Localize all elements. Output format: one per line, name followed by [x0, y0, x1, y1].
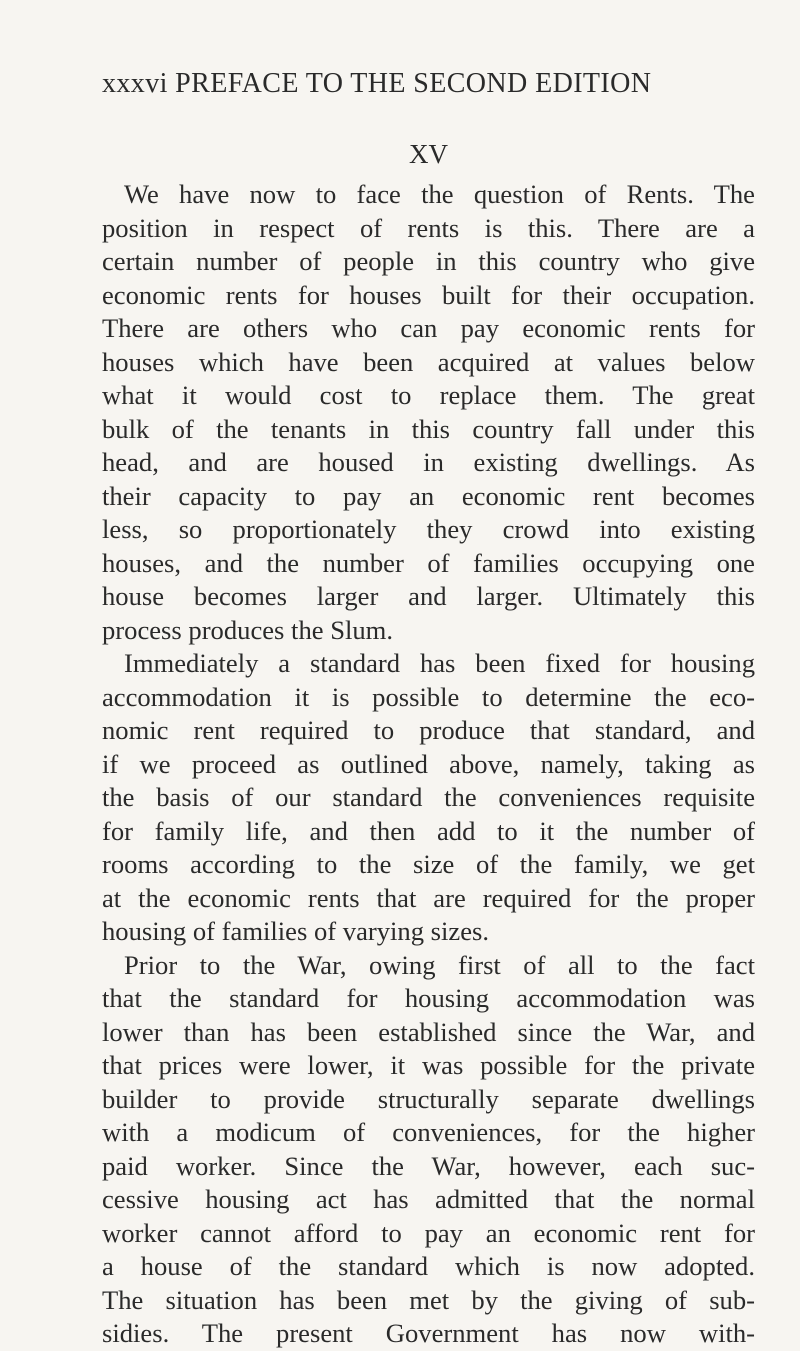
- text-line: at the economic rents that are required for the proper: [102, 882, 755, 913]
- text-line: less, so proportionately they crowd into existing: [102, 514, 755, 544]
- text-line: nomic rent required to produce that standard, and: [102, 715, 755, 745]
- text-line: economic rents for houses built for their occupation.: [102, 279, 755, 310]
- text-line: certain number of people in this country who give: [102, 246, 755, 276]
- text-line: head, and are housed in existing dwellings. As: [102, 447, 755, 477]
- text-line: lower than has been established since the War, and: [102, 1016, 755, 1047]
- text-line: rooms according to the size of the family, we get: [102, 849, 755, 879]
- text-line: houses which have been acquired at values below: [102, 346, 755, 377]
- text-line: their capacity to pay an economic rent becomes: [102, 480, 755, 511]
- body-text: [102, 178, 755, 1351]
- text-line: that prices were lower, it was possible for the private: [102, 1050, 755, 1080]
- text-line: the basis of our standard the conveniences requisite: [102, 782, 755, 812]
- text-line: housing of families of varying sizes.: [102, 916, 490, 946]
- text-line: for family life, and then add to it the number of: [102, 815, 755, 846]
- text-line: worker cannot afford to pay an economic rent for: [102, 1217, 755, 1248]
- section-number: XV: [409, 139, 448, 169]
- text-line: bulk of the tenants in this country fall under this: [102, 413, 755, 444]
- text-line: Immediately a standard has been fixed for housing: [124, 648, 755, 678]
- text-line: There are others who can pay economic rents for: [102, 313, 755, 343]
- running-head: xxxvi PREFACE TO THE SECOND EDITION: [102, 68, 652, 99]
- text-line: position in respect of rents is this. There are a: [102, 212, 755, 243]
- text-line: if we proceed as outlined above, namely, taking as: [102, 748, 755, 779]
- text-line: accommodation it is possible to determine the eco-: [102, 681, 755, 712]
- text-line: builder to provide structurally separate dwellings: [102, 1083, 755, 1114]
- text-line: house becomes larger and larger. Ultimately this: [102, 581, 755, 611]
- text-line: sidies. The present Government has now with-: [102, 1318, 755, 1348]
- text-line: cessive housing act has admitted that the normal: [102, 1184, 755, 1214]
- text-line: with a modicum of conveniences, for the higher: [102, 1117, 755, 1147]
- text-line: that the standard for housing accommodation was: [102, 983, 755, 1013]
- text-line: We have now to face the question of Rents. The: [124, 179, 755, 209]
- book-page: [102, 64, 755, 1351]
- text-line: The situation has been met by the giving of sub-: [102, 1284, 755, 1315]
- text-line: Prior to the War, owing first of all to the fact: [124, 949, 755, 980]
- text-line: process produces the Slum.: [102, 614, 393, 645]
- text-line: a house of the standard which is now adopted.: [102, 1251, 755, 1281]
- text-line: houses, and the number of families occupying one: [102, 547, 755, 578]
- text-line: paid worker. Since the War, however, each suc-: [102, 1150, 755, 1181]
- text-line: what it would cost to replace them. The great: [102, 380, 755, 410]
